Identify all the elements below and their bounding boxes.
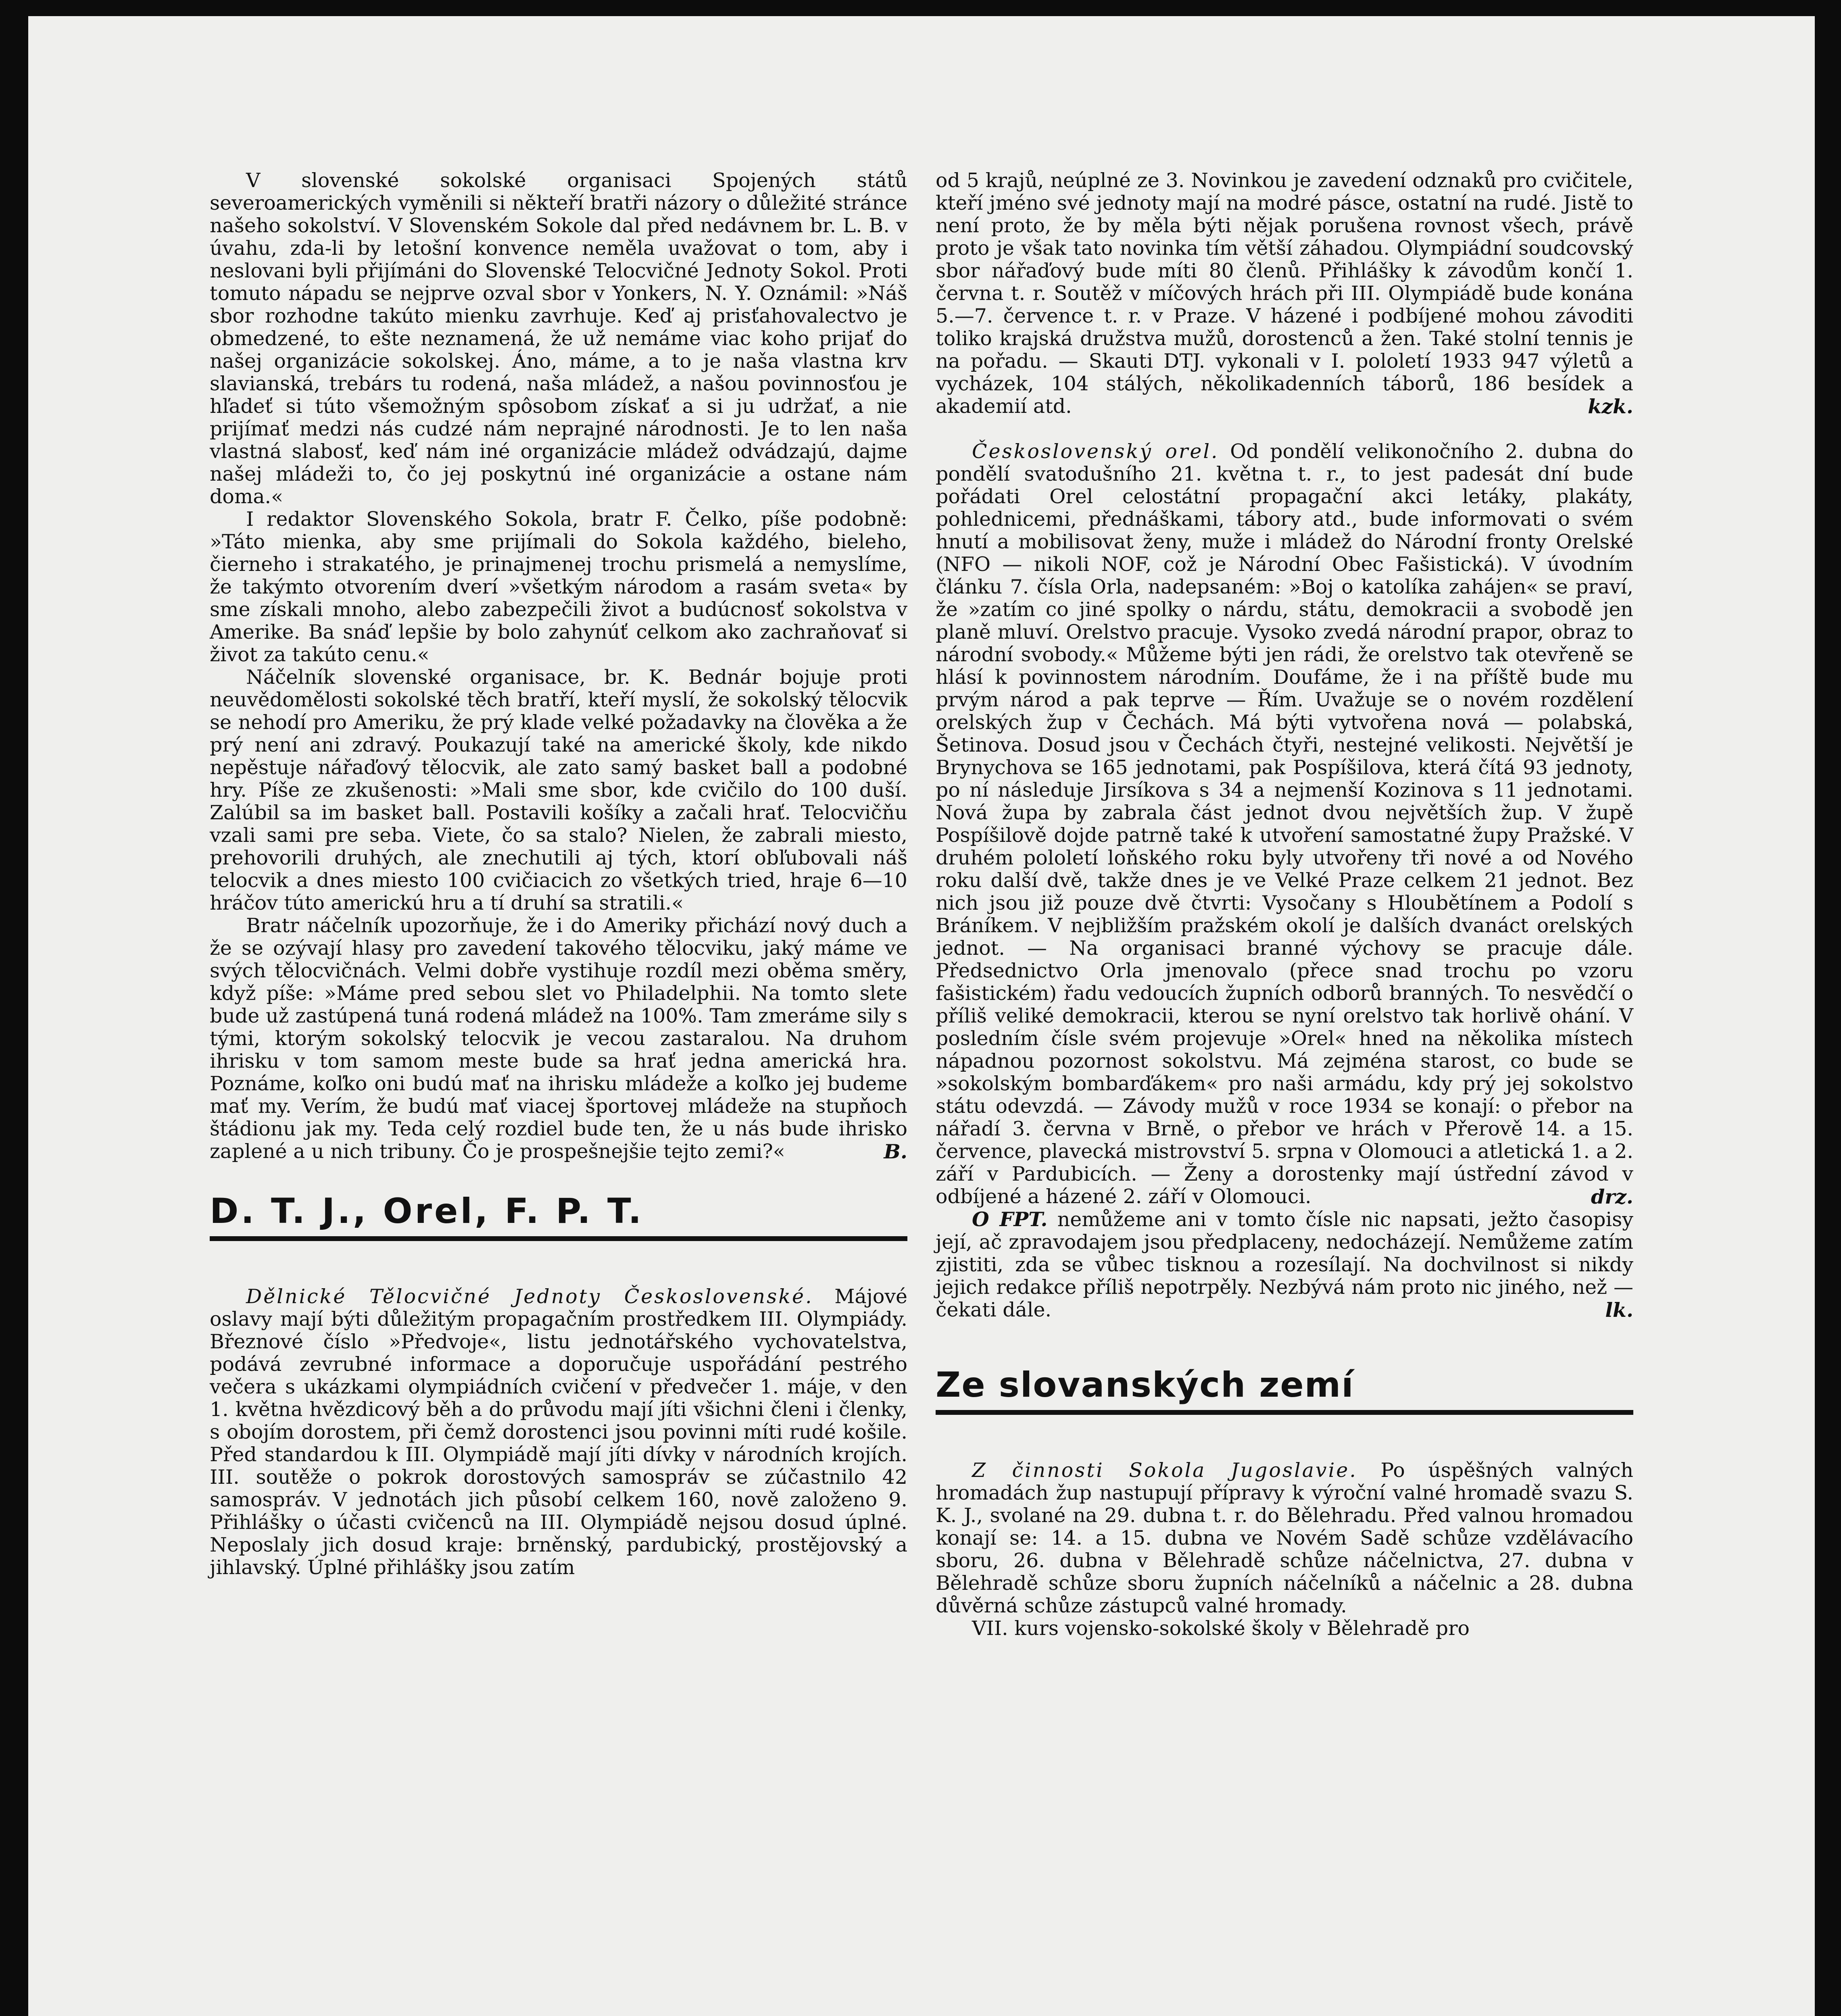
author-signature: drz. (1591, 1185, 1633, 1208)
paragraph-heading: Československý orel. (972, 440, 1219, 463)
article-paragraph-orel (936, 440, 1633, 1208)
article-paragraph-dtj (210, 1285, 907, 1579)
paragraph-gap (936, 418, 1633, 440)
author-signature: lk. (1605, 1298, 1633, 1322)
paragraph-text: Bratr náčelník upozorňuje, že i do Ameriky přichází nový duch a že se ozývají hlasy pro zavedení takového tělocviku, jaký máme ve svých tělocvičnách. Velmi dobře vystihuje rozdíl mezi oběma směry, když píše: »Máme pred sebou slet vo Philadelphii. Na tomto slete bude už zastúpená tuná rodená mládež na 100%. Tam zmeráme sily s tými, ktorým sokolský telocvik je vecou zastaralou. Na druhom ihrisku v tom samom meste bude sa hrať jedna americká hra. Poznáme, koľko oni budú mať na ihrisku mládeže a koľko jej budeme mať my. Verím, že budú mať viacej športovej mládeže na stupňoch štádionu jak my. Teda celý rozdiel bude ten, že u nás bude ihrisko zaplené a u nich tribuny. Čo je prospešnejšie tejto zemi?« (210, 914, 907, 1163)
article-paragraph-yugoslav-sokol (936, 1459, 1633, 1617)
section-title-dtj-orel-fpt: D. T. J., Orel, F. P. T. (210, 1192, 907, 1241)
paragraph-text: nemůžeme ani v tomto čísle nic napsati, ježto časopisy její, ač zpravodajem jsou předplaceny, nedocházejí. Nemůžeme zatím zjistiti, zda se vůbec tisknou a rozesílají. Na dochvilnost si nikdy jejich redakce příliš nepotrpěly. Nezbývá nám proto nic jiného, než — čekati dále. (936, 1208, 1633, 1321)
paragraph-text: Po úspěšných valných hromadách žup nastupují přípravy k výroční valné hromadě svazu S. K. J., svolané na 29. dubna t. r. do Bělehradu. Před valnou hromadou konají se: 14. a 15. dubna ve Novém Sadě schůze vzdělávacího sboru, 26. dubna v Bělehradě schůze náčelnictva, 27. dubna v Bělehradě schůze sboru župních náčelníků a náčelnic a 28. dubna důvěrná schůze zástupců valné hromady. (936, 1459, 1634, 1617)
paragraph-heading: Z činnosti Sokola Jugoslavie. (972, 1459, 1357, 1482)
journal-page (28, 16, 1815, 2016)
paragraph-text: Od pondělí velikonočního 2. dubna do pondělí svatodušního 21. května t. r., to jest padesát dní bude pořádati Orel celostátní propagační akci letáky, plakáty, pohlednicemi, přednáškami, tábory atd., bude informovati o svém hnutí a mobilisovat ženy, muže i mládež do Národní fronty Orelské (NFO — nikoli NOF, což je Národní Obec Fašistická). V úvodním článku 7. čísla Orla, nadepsaném: »Boj o katolíka zahájen« se praví, že »zatím co jiné spolky o nárdu, státu, demokracii a svobodě jen planě mluví. Orelstvo pracuje. Vysoko zvedá národní prapor, obraz to národní svobody.« Můžeme býti jen rádi, že orelstvo tak otevřeně se hlásí k povinnostem národním. Doufáme, že i na příště bude mu prvým národ a pak teprve — Řím. Uvažuje se o novém rozdělení orelských žup v Čechách. Má býti vytvořena nová — polabská, Šetinova. Dosud jsou v Čechách čtyři, nestejné velikosti. Největší je Brynychova se 165 jednotami, pak Pospíšilova, která čítá 93 jednoty, po ní následuje Jirsíkova s 34 a nejmenší Kozinova s 11 jednotami. Nová župa by zabrala část jednot dvou největších žup. V župě Pospíšilově dojde patrně také k utvoření samostatné župy Pražské. V druhém pololetí loňského roku byly utvořeny tři nové a od Nového roku další dvě, takže dnes je ve Velké Praze celkem 21 jednot. Bez nich jsou již pouze dvě čtvrti: Vysočany s Hloubětínem a Podolí s Bráníkem. V nejbližším pražském okolí je dalších dvanáct orelských jednot. — Na organisaci branné výchovy se pracuje dále. Předsednictvo Orla jmenovalo (přece snad trochu po vzoru fašistickém) řadu vedoucích župních odborů branných. To nesvědčí o příliš veliké demokracii, kterou se nyní orelstvo tak horlivě ohání. V posledním čísle svém projevuje »Orel« hned na několika místech nápadnou pozornost sokolstvu. Má zejména starost, co bude se »sokolským bombarďákem« pro naši armádu, kdy prý jej sokolstvo státu odevzdá. — Závody mužů v roce 1934 se konají: o přebor na nářadí 3. června v Brně, o přebor ve hrách v Přerově 14. a 15. července, plavecká mistrovství 5. srpna v Olomouci a atletická 1. a 2. září v Pardubicích. — Ženy a dorostenky mají ústřední závod v odbíjené a házené 2. září v Olomouci. (936, 440, 1633, 1208)
article-paragraph-dtj-continued (936, 169, 1633, 418)
author-signature: B. (884, 1140, 907, 1163)
article-paragraph-celko-quote: I redaktor Slovenského Sokola, bratr F. Čelko, píše podobně: »Táto mienka, aby sme prijímali do Sokola každého, bieleho, čierneho i strakatého, je prinajmenej trochu prismelá a nemyslíme, že takýmto otvorením dverí »všetkým národom a rasám sveta« by sme získali mnoho, alebo zabezpečili život a budúcnosť sokolstva v Amerike. Ba snáď lepšie by bolo zahynúť celkom ako zachraňovať si život za takúto cenu.« (210, 508, 907, 666)
paragraph-text: Májové oslavy mají býti důležitým propagačním prostředkem III. Olympiády. Březnové číslo »Předvoje«, listu jednotářského vychovatelstva, podává zevrubné informace a doporučuje uspořádání pestrého večera s ukázkami olympiádních cvičení v předvečer 1. máje, v den 1. května hvězdicový běh a do průvodu mají jíti všichni členi i členky, s obojím dorostem, při čemž dorostenci jsou povinni míti rudé košile. Před standardou k III. Olympiádě mají jíti dívky v národních krojích. III. soutěže o pokrok dorostových samospráv se zúčastnilo 42 samospráv. V jednotách jich působí celkem 160, nově založeno 9. Přihlášky o účasti cvičenců na III. Olympiádě nejsou dosud úplné. Neposlaly jich dosud kraje: brněnský, pardubický, prostějovský a jihlavský. Úplné přihlášky jsou zatím (210, 1285, 908, 1579)
paragraph-text: od 5 krajů, neúplné ze 3. Novinkou je zavedení odznaků pro cvičitele, kteří jméno své jednoty mají na modré pásce, ostatní na rudé. Jistě to není proto, že by měla býti nějak porušena rovnost všech, právě proto je však tato novinka tím větší záhadou. Olympiádní soudcovský sbor nářaďový bude míti 80 členů. Přihlášky k závodům končí 1. června t. r. Soutěž v míčových hrách při III. Olympiádě bude konána 5.—7. července t. r. v Praze. V házené i podbíjené mohou závoditi toliko krajská družstva mužů, dorostenců a žen. Také stolní tennis je na pořadu. — Skauti DTJ. vykonali v I. pololetí 1933 947 výletů a vycházek, 104 stálých, několikadenních táborů, 186 besídek a akademií atd. (936, 169, 1633, 418)
section-title-slavic-lands: Ze slovanských zemí (936, 1366, 1633, 1415)
author-signature: kzk. (1588, 395, 1633, 418)
article-paragraph-military-course: VII. kurs vojensko-sokolské školy v Bělehradě pro (972, 1617, 1470, 1640)
article-paragraph-fpt (936, 1208, 1633, 1321)
right-column (936, 169, 1633, 1640)
left-column (210, 169, 907, 1579)
article-paragraph-slovak-sokol-opinions: V slovenské sokolské organisaci Spojených států severoamerických vyměnili si někteří bratři názory o důležité stránce našeho sokolství. V Slovenském Sokole dal před nedávnem br. L. B. v úvahu, zda-li by letošní konvence neměla uvažovat o tom, aby i neslovani byli přijímáni do Slovenské Telocvičné Jednoty Sokol. Proti tomuto nápadu se nejprve ozval sbor v Yonkers, N. Y. Oznámil: »Náš sbor rozhodne takúto mienku zavrhuje. Keď aj prisťahovalectvo je obmedzené, to ešte neznamená, že už nemáme viac koho prijať do našej organizácie sokolskej. Áno, máme, a to je naša vlastna krv slavianská, trebárs tu rodená, naša mládež, a našou povinnosťou je hľadeť si túto všemožným spôsobom získať a si ju udržať, a nie prijímať medzi nás cudzé nám neprajné národnosti. Je to len naša vlastná slabosť, keď nám iné organizácie mládež odvádzajú, dajme našej mládeži to, čo jej poskytnú iné organizácie a ostane nám doma.« (210, 169, 907, 508)
paragraph-heading: Dělnické Tělocvičné Jednoty Československé. (246, 1285, 813, 1308)
paragraph-heading: O FPT. (972, 1208, 1048, 1231)
article-paragraph-bednar: Náčelník slovenské organisace, br. K. Bednár bojuje proti neuvědomělosti sokolské těch bratří, kteří myslí, že sokolský tělocvik se nehodí pro Ameriku, že prý klade velké požadavky na člověka a že prý není ani zdravý. Poukazují také na americké školy, kde nikdo nepěstuje nářaďový tělocvik, ale zato samý basket ball a podobné hry. Píše ze zkušenosti: »Mali sme sbor, kde cvičilo do 100 duší. Zalúbil sa im basket ball. Postavili košíky a začali hrať. Telocvičňu vzali sami pre seba. Viete, čo sa stalo? Nielen, že zabrali miesto, prehovorili druhých, ale znechutili aj tých, ktorí obľubovali náš telocvik a dnes miesto 100 cvičiacich zo všetkých tried, hraje 6—10 hráčov túto americkú hru a tí druhí sa stratili.« (210, 666, 907, 914)
article-paragraph-philadelphia (210, 914, 907, 1163)
